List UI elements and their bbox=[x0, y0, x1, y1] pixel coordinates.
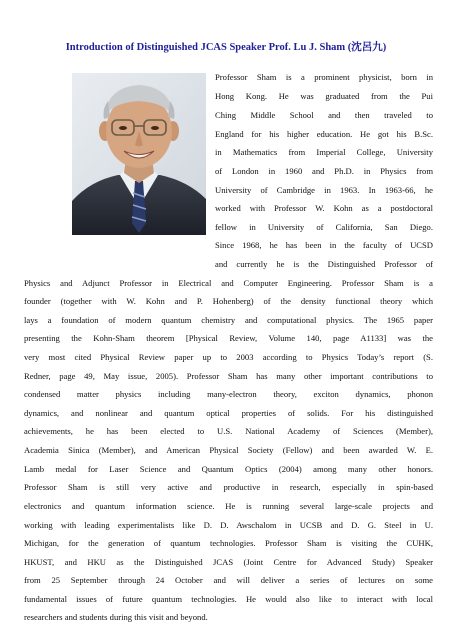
bio-line: Hong Kong. He was graduated from the Pui bbox=[215, 91, 433, 101]
bio-line: electronics and quantum information science. He is running several large-scale projects and bbox=[24, 501, 433, 511]
bio-line: Academia Sinica (Member), and American Physical Society (Fellow) and been awarded W. E. bbox=[24, 445, 433, 455]
bio-line: and currently he is the Distinguished Professor of bbox=[215, 259, 433, 269]
bio-line: of London in 1960 and Ph.D. in Physics from bbox=[215, 166, 433, 176]
bio-line: in Mathematics from Imperial College, University bbox=[215, 147, 433, 157]
bio-line: Lamb medal for Laser Science and Quantum Optics (2004) among many other honors. bbox=[24, 464, 433, 474]
bio-line: from 25 September through 24 October and will deliver a series of lectures on some bbox=[24, 575, 433, 585]
bio-line: fundamental issues of future quantum technologies. He would also like to interact with local bbox=[24, 594, 433, 604]
bio-line: Michigan, for the generation of quantum technologies. Professor Sham is visiting the CUHK, bbox=[24, 538, 433, 548]
page-title: Introduction of Distinguished JCAS Speaker Prof. Lu J. Sham (沈呂九) bbox=[65, 42, 387, 53]
bio-line: presenting the Kohn-Sham theorem [Physical Review, Volume 140, page A1133] was the bbox=[24, 333, 433, 343]
bio-line: working with leading experimentalists like D. D. Awschalom in UCSB and D. G. Steel in U. bbox=[24, 520, 433, 530]
bio-line: HKUST, and HKU as the Distinguished JCAS (Joint Centre for Advanced Study) Speaker bbox=[24, 557, 433, 567]
bio-line: Since 1968, he has been in the faculty of UCSD bbox=[215, 240, 433, 250]
bio-line: dynamics, and nonlinear and quantum optical properties of solids. For his distinguished bbox=[24, 408, 433, 418]
bio-line: researchers and students during this visit and beyond. bbox=[24, 612, 208, 622]
bio-line: achievements, he has been elected to U.S. National Academy of Sciences (Member), bbox=[24, 426, 433, 436]
bio-line: Redner, page 49, May issue, 2005). Professor Sham has many other important contributions to bbox=[24, 371, 433, 381]
bio-line: lays a foundation of modern quantum chemistry and computational physics. The 1965 paper bbox=[24, 315, 433, 325]
bio-line: worked with Professor W. Kohn as a postdoctoral bbox=[215, 203, 433, 213]
bio-line: condensed matter physics including many-electron theory, exciton dynamics, phonon bbox=[24, 389, 433, 399]
bio-line: University of Cambridge in 1963. In 1963-66, he bbox=[215, 185, 433, 195]
bio-line: founder (together with W. Kohn and P. Hohenberg) of the density functional theory which bbox=[24, 296, 433, 306]
bio-line: Professor Sham is still very active and productive in research, especially in spin-based bbox=[24, 482, 433, 492]
bio-line: very most cited Physical Review paper up to 2003 according to Physics Today’s report (S. bbox=[24, 352, 433, 362]
bio-line: Professor Sham is a prominent physicist, born in bbox=[215, 72, 433, 82]
bio-line: fellow in University of California, San Diego. bbox=[215, 222, 433, 232]
bio-line: Physics and Adjunct Professor in Electrical and Computer Engineering. Professor Sham is a bbox=[24, 278, 433, 288]
bio-line: Ching Middle School and then traveled to bbox=[215, 110, 433, 120]
bio-line: England for his higher education. He got his B.Sc. bbox=[215, 129, 433, 139]
